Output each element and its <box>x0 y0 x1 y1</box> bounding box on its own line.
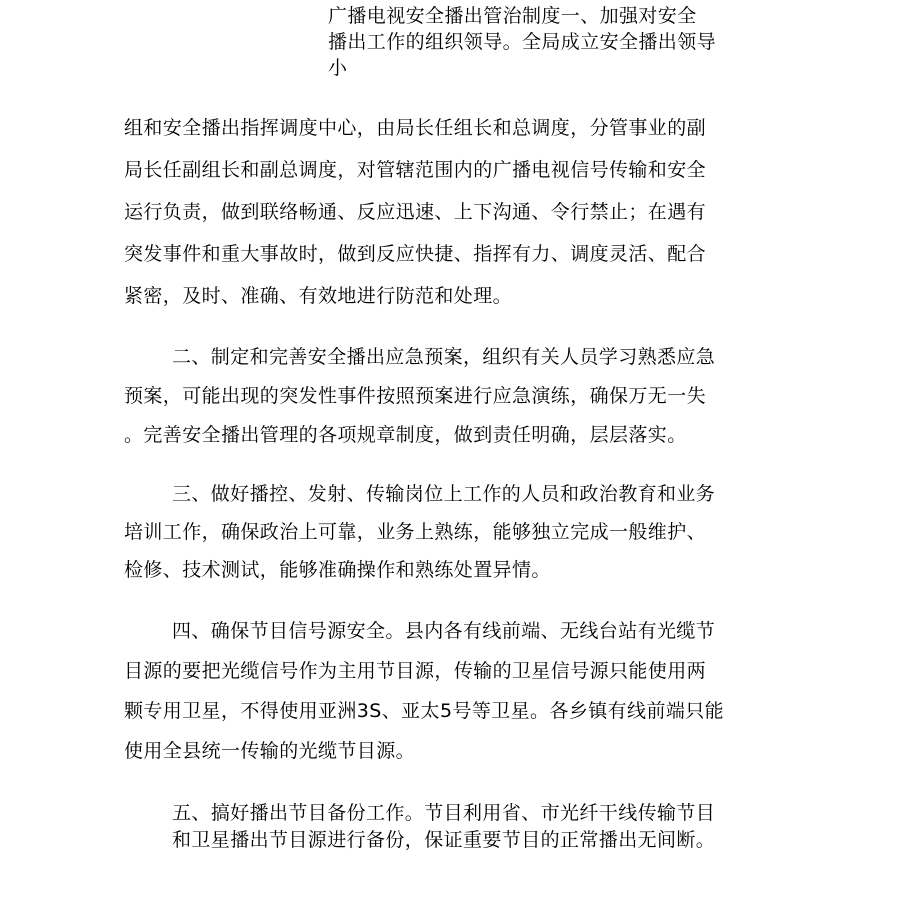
paragraph-line: 。完善安全播出管理的各项规章制度，做到责任明确，层层落实。 <box>124 424 687 446</box>
paragraph-line: 和卫星播出节目源进行备份，保证重要节目的正常播出无间断。 <box>172 829 716 851</box>
paragraph-line: 检修、技术测试，能够准确操作和熟练处置异情。 <box>124 559 551 581</box>
paragraph-line: 突发事件和重大事故时，做到反应快捷、指挥有力、调度灵活、配合 <box>124 243 707 265</box>
paragraph-line: 三、做好播控、发射、传输岗位上工作的人员和政治教育和业务 <box>172 483 716 505</box>
paragraph-line: 预案，可能出现的突发性事件按照预案进行应急演练，确保万无一失 <box>124 385 707 407</box>
paragraph-line: 二、制定和完善安全播出应急预案，组织有关人员学习熟悉应急 <box>172 346 716 368</box>
title-line: 播出工作的组织领导。全局成立安全播出领导 <box>328 31 717 53</box>
title-line: 广播电视安全播出管治制度一、加强对安全 <box>328 5 697 27</box>
paragraph-line: 运行负责，做到联络畅通、反应迅速、上下沟通、令行禁止；在遇有 <box>124 201 707 223</box>
paragraph-line: 目源的要把光缆信号作为主用节目源，传输的卫星信号源只能使用两 <box>124 660 707 682</box>
paragraph-line: 颗专用卫星，不得使用亚洲3S、亚太5号等卫星。各乡镇有线前端只能 <box>124 700 725 722</box>
paragraph-line: 使用全县统一传输的光缆节目源。 <box>124 740 416 762</box>
paragraph-line: 四、确保节目信号源安全。县内各有线前端、无线台站有光缆节 <box>172 620 716 642</box>
paragraph-line: 紧密，及时、准确、有效地进行防范和处理。 <box>124 285 513 307</box>
paragraph-line: 培训工作，确保政治上可靠，业务上熟练，能够独立完成一般维护、 <box>124 521 707 543</box>
paragraph-line: 组和安全播出指挥调度中心，由局长任组长和总调度，分管事业的副 <box>124 117 707 139</box>
paragraph-line: 局长任副组长和副总调度，对管辖范围内的广播电视信号传输和安全 <box>124 159 707 181</box>
paragraph-line: 五、搞好播出节目备份工作。节目利用省、市光纤干线传输节目 <box>172 802 716 824</box>
title-line: 小 <box>328 57 348 79</box>
